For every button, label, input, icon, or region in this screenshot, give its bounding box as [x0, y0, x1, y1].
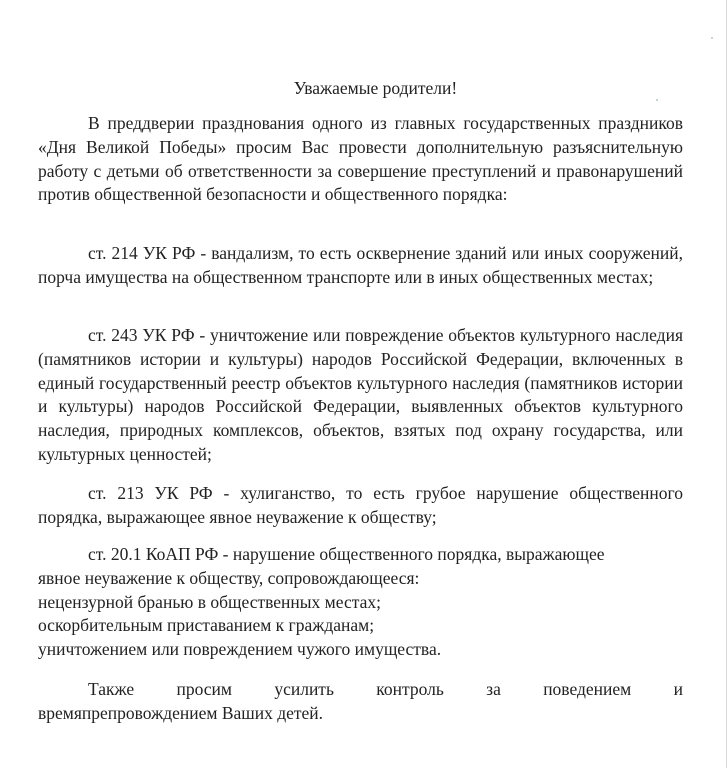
closing-line-2: времяпрепровождением Ваших детей.: [38, 702, 324, 723]
closing-word: за: [486, 679, 501, 699]
koap-line-2: явное неуважение к обществу, сопровождающееся:: [38, 567, 420, 588]
closing-word: Также: [88, 679, 135, 699]
closing-word: и: [673, 679, 683, 699]
koap-line-1: ст. 20.1 КоАП РФ - нарушение общественного порядка, выражающее: [88, 544, 605, 564]
koap-line-4: оскорбительным приставанием к гражданам;: [38, 615, 375, 636]
paragraph-article-213-text: ст. 213 УК РФ - хулиганство, то есть грубое нарушение общественного порядка, выражающее явное неуважение к обществу;: [38, 483, 683, 527]
koap-line-3: нецензурной бранью в общественных местах;: [38, 591, 381, 612]
closing-word: контроль: [376, 679, 444, 699]
closing-word: просим: [176, 679, 232, 699]
paragraph-article-213: [38, 482, 683, 530]
paragraph-intro: [38, 112, 683, 207]
koap-line-5: уничтожением или повреждением чужого имущества.: [38, 639, 442, 660]
paragraph-closing: [38, 678, 683, 726]
paragraph-koap-20-1: [38, 543, 683, 662]
paragraph-article-243-text: ст. 243 УК РФ - уничтожение или повреждение объектов культурного наследия (памятников истории и культуры) народов Российской Федерации, включенных в единый государственный реестр объектов культурного наследия (памятников истории и культуры) народов Российской Федерации, выявленных объектов культурного наследия, природных комплексов, объектов, взятых под охрану государства, или культурных ценностей;: [38, 325, 683, 464]
closing-word: усилить: [274, 679, 334, 699]
closing-word: поведением: [543, 679, 632, 699]
scan-speck: [656, 99, 658, 101]
paragraph-intro-text: В преддверии празднования одного из главных государственных праздников «Дня Великой Победы» просим Вас провести дополнительную разъяснительную работу с детьми об ответственности за совершение преступлений и правонарушений против общественной безопасности и общественного порядка:: [38, 113, 683, 205]
paragraph-article-214: [38, 242, 683, 290]
scan-speck: [711, 37, 713, 39]
paragraph-article-243: [38, 324, 683, 467]
document-title: Уважаемые родители!: [293, 78, 458, 98]
closing-line-1: [38, 678, 683, 702]
paragraph-article-214-text: ст. 214 УК РФ - вандализм, то есть осквернение зданий или иных сооружений, порча имущества на общественном транспорте или в иных общественных местах;: [38, 243, 683, 287]
